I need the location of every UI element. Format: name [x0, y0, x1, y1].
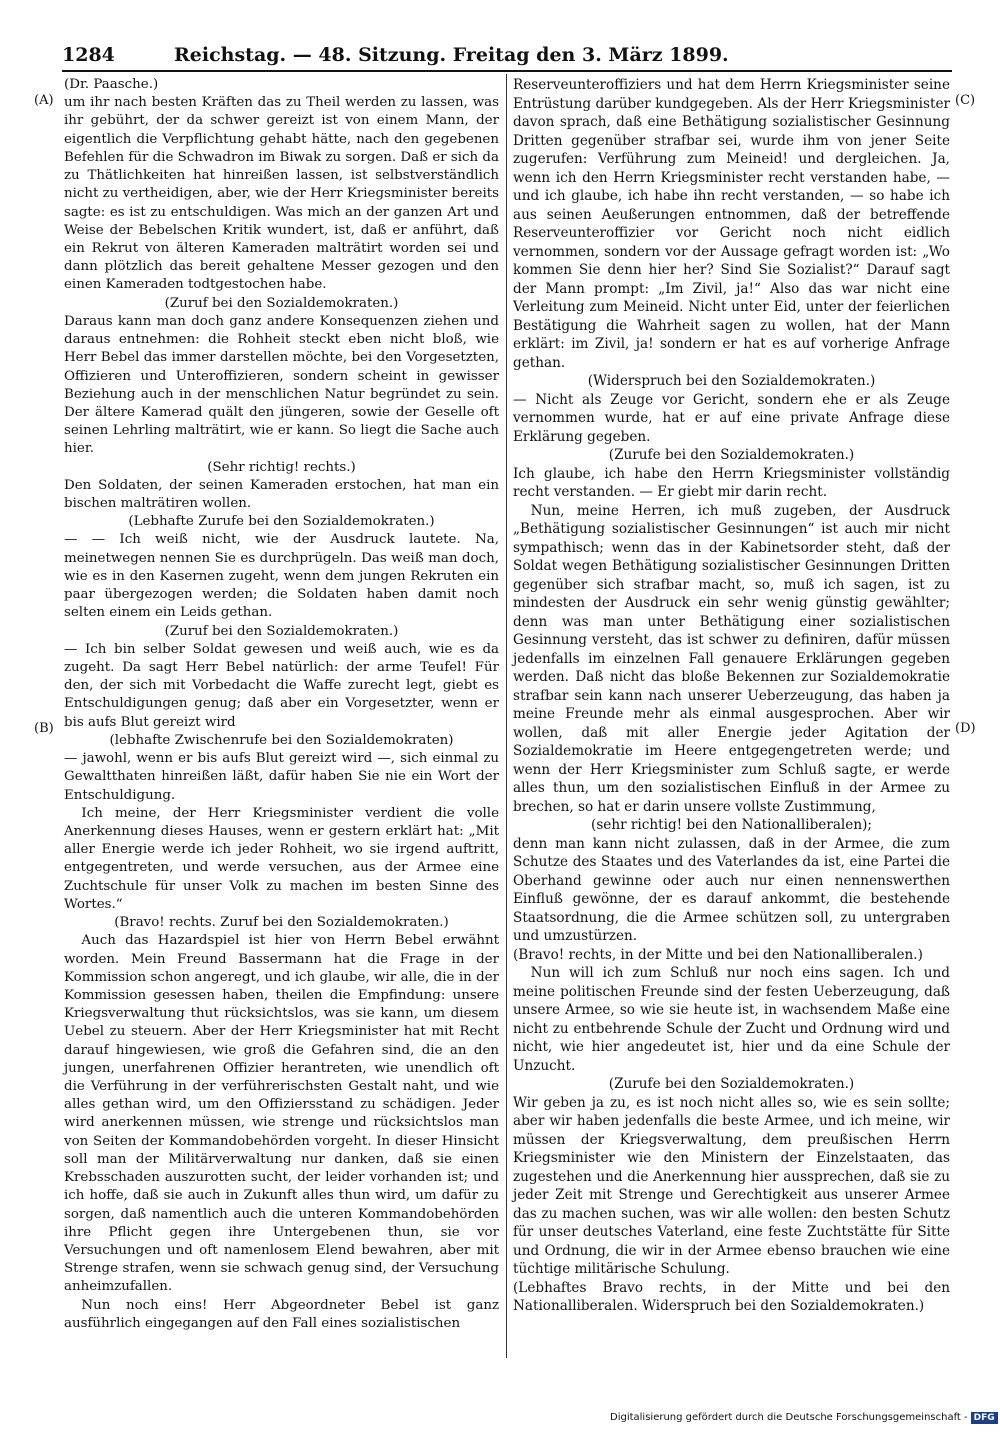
header-rule — [62, 70, 952, 72]
dfg-logo: DFG — [971, 1412, 998, 1424]
paragraph: denn man kann nicht zulassen, daß in der Armee, die zum Schutze des Staates und des Vaterlandes da ist, eine Partei die Oberhand gewinne oder auch nur einen nennenswerthen Einfluß gewönne, der es darauf ankommt, die bestehende Staatsordnung, die die Armee schützen soll, zu untergraben und umzustürzen. — [513, 835, 950, 944]
paragraph: Ich glaube, ich habe den Herrn Kriegsminister vollständig recht verstanden. — Er giebt mir darin recht. — [513, 465, 950, 500]
paragraph: Nun noch eins! Herr Abgeordneter Bebel ist ganz ausführlich eingegangen auf den Fall eines sozialistischen — [64, 1297, 499, 1331]
interjection: (Zurufe bei den Sozialdemokraten.) — [608, 447, 855, 463]
interjection: (lebhafte Zwischenrufe bei den Sozialdemokraten) — [109, 732, 454, 748]
paragraph: — Ich bin selber Soldat gewesen und weiß auch, wie es da zugeht. Da sagt Herr Bebel natürlich: der arme Teufel! Für den, der sich mit Vorbedacht die Waffe zurecht legt, giebt es Entschuldigungen genug; daß aber ein Vorgesetzter, wenn er bis aufs Blut gereizt wird — [64, 641, 499, 730]
interjection: (Lebhafte Zurufe bei den Sozialdemokraten.) — [128, 514, 435, 530]
page-header — [62, 42, 954, 70]
right-column — [513, 76, 950, 1316]
margin-mark-b: (B) — [34, 721, 54, 736]
paragraph: — jawohl, wenn er bis aufs Blut gereizt wird —, sich einmal zu Gewaltthaten hinreißen läßt, dafür haben Sie nie ein Wort der Entschuldigung. — [64, 751, 499, 803]
interjection: (Sehr richtig! rechts.) — [207, 459, 356, 475]
paragraph: Ich meine, der Herr Kriegsminister verdient die volle Anerkennung dieses Hauses, wenn er gestern erklärt hat: „Mit aller Energie werde ich jeder Rohheit, wo sie irgend auftritt, entgegentreten, und werde versuchen, aus der Armee eine Zuchtschule für unser Volk zu machen im besten Sinne des Wortes.“ — [64, 805, 499, 912]
paragraph: Auch das Hazardspiel ist hier von Herrn Bebel erwähnt worden. Mein Freund Bassermann hat die Frage in der Kommission schon angeregt, und ich glaube, wir alle, die in der Kommission gesessen haben, theilen die Empfindung: unsere Kriegsverwaltung thut rücksichtslos, was sie kann, um diesem Uebel zu steuern. Aber der Herr Kriegsminister hat mit Recht darauf hingewiesen, wie groß die Gefahren sind, die an den jungen, unerfahrenen Offizier herantreten, wie unendlich oft die Verführung in der verführerischsten Gestalt naht, und wie alles gethan wird, um den Offiziersstand zu schädigen. Jeder wird anerkennen müssen, wie strenge und rücksichtslos man von Seiten der Kommandobehörden vorgeht. In dieser Hinsicht soll man der Militärverwaltung nur danken, daß sie einen Krebsschaden auszurotten sucht, der leider vorhanden ist; und ich hoffe, daß sie auch in Zukunft alles thun wird, um dafür zu sorgen, daß namentlich auch die unteren Kommandobehörden ihre Pflicht gegen ihre Untergebenen thun, sie vor Versuchungen und oft namenlosem Elend bewahren, aber mit Strenge strafen, wenn sie schwach genug sind, der Versuchung anheimzufallen. — [64, 933, 499, 1295]
interjection: (sehr richtig! bei den Nationalliberalen); — [591, 817, 872, 833]
interjection: (Zuruf bei den Sozialdemokraten.) — [164, 623, 399, 639]
interjection: (Bravo! rechts, in der Mitte und bei den Nationalliberalen.) — [513, 946, 923, 963]
interjection: (Zuruf bei den Sozialdemokraten.) — [164, 295, 399, 311]
credit-text: Digitalisierung gefördert durch die Deutsche Forschungsgemeinschaft - — [610, 1412, 968, 1423]
interjection: (Zurufe bei den Sozialdemokraten.) — [608, 1076, 855, 1092]
margin-mark-d: (D) — [955, 721, 976, 736]
margin-mark-c: (C) — [955, 93, 976, 108]
paragraph: Wir geben ja zu, es ist noch nicht alles so, wie es sein sollte; aber wir haben jedenfalls die beste Armee, und ich meine, wir müssen der Kriegsverwaltung, dem preußischen Herrn Kriegsminister wie den Ministern der Einzelstaaten, das zugestehen und die Anerkennung hier aussprechen, daß sie zu jeder Zeit mit Strenge und Gerechtigkeit aus unserer Armee das zu machen suchen, was wir alle wollen: den besten Schutz für unser deutsches Vaterland, eine feste Zuchtstätte für Sitte und Ordnung, die wir in der Armee ebenso brauchen wie eine tüchtige militärische Schulung. — [513, 1094, 950, 1277]
paragraph: Nun will ich zum Schluß nur noch eins sagen. Ich und meine politischen Freunde sind der festen Ueberzeugung, daß unsere Armee, so wie sie heute ist, in wachsendem Maße eine nicht zu entbehrende Schule der Zucht und Ordnung wird und nicht, wie hier angedeutet ist, hier und da eine Schule der Unzucht. — [513, 965, 950, 1074]
speaker-label: (Dr. Paasche.) — [64, 77, 159, 92]
paragraph: Reserveunteroffiziers und hat dem Herrn Kriegsminister seine Entrüstung darüber kundgegeben. Als der Herr Kriegsminister davon sprach, daß eine Bethätigung sozialistischer Gesinnung Dritten gegenüber strafbar sei, wurde ihm von jener Seite zugerufen: Verführung zum Meineid! und dergleichen. Ja, wenn ich den Herrn Kriegsminister recht verstanden habe, — und ich glaube, ich habe ihn recht verstanden, — so habe ich aus seinen Aeußerungen entnommen, daß der betreffende Reserveunteroffizier vor Gericht noch nicht eidlich vernommen, sondern vor der Aussage gefragt worden ist: „Wo kommen Sie denn hier her? Sind Sie Sozialist?“ Darauf sagt der Mann prompt: „Im Zivil, ja!“ Also das war nicht eine Verleitung zum Meineid. Nicht unter Eid, unter der feierlichen Bestätigung die Wahrheit sagen zu wollen, hat der Mann erklärt: im Zivil, ja! sondern er hat es auf vorherige Anfrage gethan. — [513, 77, 950, 371]
interjection: (Bravo! rechts. Zuruf bei den Sozialdemokraten.) — [114, 915, 449, 931]
paragraph: Nun, meine Herren, ich muß zugeben, der Ausdruck „Bethätigung sozialistischer Gesinnungen“ ist auch mir nicht sympathisch; wenn das in der Kabinetsorder steht, daß der Soldat wegen Bethätigung sozialistischer Gesinnungen Dritten gegenüber sich strafbar macht, so, muß ich sagen, ist zu mindesten der Ausdruck ein sehr wenig günstig gewählter; denn was man unter Bethätigung einer sozialistischen Gesinnung versteht, das ist schwer zu definiren, dafür müssen jedenfalls im einzelnen Fall genauere Erklärungen gegeben werden. Daß nicht das bloße Bekennen zur Sozialdemokratie strafbar sein kann nach unserer Ueberzeugung, das haben ja meine Freunde mehr als einmal ausgesprochen. Aber wir wollen, daß mit aller Energie jeder Agitation der Sozialdemokratie im Heere entgegengetreten werde; und wenn der Herr Kriegsminister zum Schluß sagte, er werde alles thun, um den sozialistischen Einfluß in der Armee zu brechen, so hat er darin unsere vollste Zustimmung, — [513, 502, 950, 815]
interjection: (Widerspruch bei den Sozialdemokraten.) — [587, 373, 876, 389]
paragraph: — Nicht als Zeuge vor Gericht, sondern ehe er als Zeuge vernommen wurde, hat er auf eine private Anfrage diese Erklärung gegeben. — [513, 391, 950, 445]
interjection: (Lebhaftes Bravo rechts, in der Mitte und bei den Nationalliberalen. Widerspruch bei den Sozialdemokraten.) — [513, 1279, 950, 1314]
paragraph: — — Ich weiß nicht, wie der Ausdruck lautete. Na, meinetwegen nennen Sie es durchprügeln. Das weiß man doch, wie es in den Kasernen zugeht, wenn dem jungen Rekruten ein paar übergezogen werden; die Soldaten haben damit noch selten einem ein Leids gethan. — [64, 532, 499, 621]
margin-mark-a: (A) — [34, 93, 54, 108]
column-divider — [506, 74, 507, 1358]
digitization-credit — [610, 1412, 998, 1424]
page-number: 1284 — [62, 44, 115, 66]
paragraph: um ihr nach besten Kräften das zu Theil werden zu lassen, was ihr gebührt, der da schwer gereizt ist von einem Mann, der eigentlich die Verpflichtung gehabt hätte, nach den gegebenen Befehlen für die Schwadron im Biwak zu sorgen. Daß er sich da zu Thätlichkeiten hat hinreißen lassen, ist selbstverständlich nicht zu vertheidigen, aber, wie der Herr Kriegsminister bereits sagte: es ist zu entschuldigen. Was mich an der ganzen Art und Weise der Bebelschen Kritik wundert, ist, daß er anführt, daß ein Rekrut von älteren Kameraden malträtirt worden sei und dann plötzlich das bereit gehaltene Messer gezogen und den einen Kameraden todtgestochen habe. — [64, 95, 499, 293]
running-title: Reichstag. — 48. Sitzung. Freitag den 3. März 1899. — [174, 44, 729, 66]
paragraph: Daraus kann man doch ganz andere Konsequenzen ziehen und daraus entnehmen: die Rohheit steckt eben nicht bloß, wie Herr Bebel das immer darstellen möchte, bei den Vorgesetzten, Offizieren und Unteroffizieren, sondern scheint in gewisser Beziehung auch in der menschlichen Natur begründet zu sein. Der ältere Kamerad quält den jüngeren, sowie der Geselle oft seinen Lehrling malträtirt, wie er kann. So liegt die Sache auch hier. — [64, 313, 499, 457]
left-column — [64, 76, 499, 1333]
paragraph: Den Soldaten, der seinen Kameraden erstochen, hat man ein bischen malträtiren wollen. — [64, 477, 499, 512]
